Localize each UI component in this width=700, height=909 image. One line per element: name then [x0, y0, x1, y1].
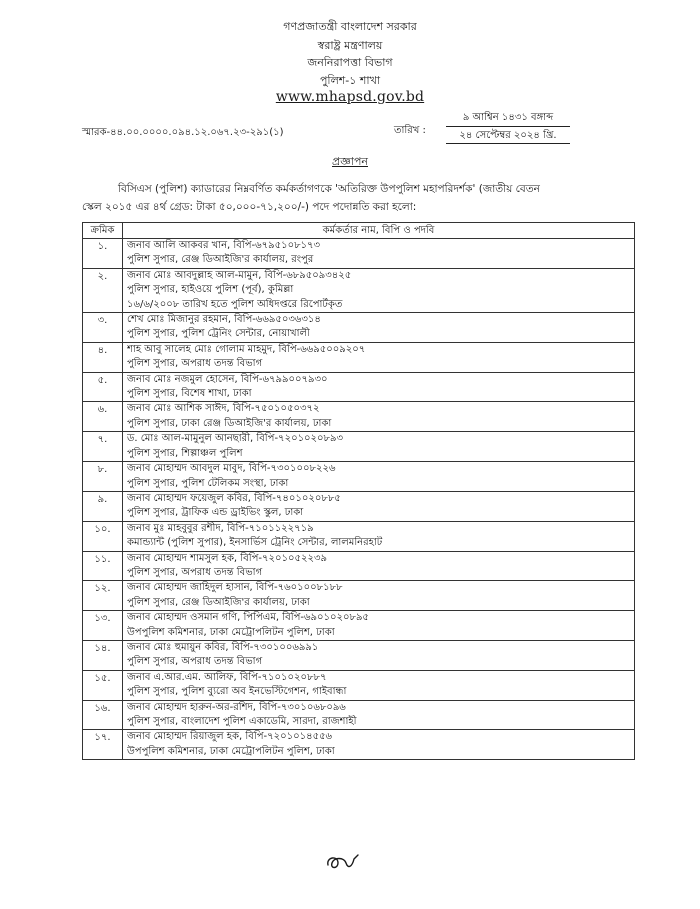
officer-designation: পুলিশ সুপার, ট্রাফিক এন্ড ড্রাইভিং স্কুল, ঢাকা	[127, 507, 304, 519]
officer-cell	[123, 432, 635, 462]
officer-cell	[123, 462, 635, 492]
officer-name-bp: জনাব আলি আকবর খান, বিপি-৬৭৯৫১০৮১৭৩	[127, 240, 321, 251]
officer-cell	[123, 521, 635, 551]
header-officer: কর্মকর্তার নাম, বিপি ও পদবি	[123, 223, 635, 239]
officer-designation: পুলিশ সুপার, অপরাধ তদন্ত বিভাগ	[127, 358, 263, 370]
serial-cell: ২.	[83, 268, 123, 312]
officer-designation: পুলিশ সুপার, অপরাধ তদন্ত বিভাগ	[127, 656, 263, 668]
division-line: জননিরাপত্তা বিভাগ	[307, 56, 393, 69]
officer-designation: পুলিশ সুপার, পুলিশ টেলিকম সংস্থা, ঢাকা	[127, 477, 289, 489]
officer-cell	[123, 402, 635, 432]
officer-cell	[123, 640, 635, 670]
officer-cell	[123, 491, 635, 521]
table-row	[83, 581, 635, 611]
intro-line-1: বিসিএস (পুলিশ) ক্যাডারের নিম্নবর্ণিত কর্মকর্তাগণকে 'অতিরিক্ত উপপুলিশ মহাপরিদর্শক' (জাতীয় বেতন	[118, 183, 540, 195]
date-label: তারিখ :	[394, 125, 426, 136]
officer-name-bp: জনাব মোঃ আশিক সাঈদ, বিপি-৭৫০১০৫০৩৭২	[127, 403, 320, 415]
serial-cell: ৪.	[83, 342, 123, 372]
signature-mark	[322, 851, 362, 873]
officer-designation: পুলিশ সুপার, হাইওয়ে পুলিশ (পূর্ব), কুমিল্লা	[127, 284, 294, 296]
officer-name-bp: জনাব মোঃ আবদুল্লাহ আল-মামুন, বিপি-৬৮৯৫০৯৩৪২৫	[127, 269, 352, 281]
date-gregorian: ২৪ সেপ্টেম্বর ২০২৪ খ্রি.	[446, 127, 570, 144]
date-block	[446, 111, 570, 144]
ministry-line: স্বরাষ্ট্র মন্ত্রণালয়	[317, 39, 383, 52]
officer-name-bp: জনাব মোঃ হুমায়ুন কবির, বিপি-৭৩০১০০৬৯৯১	[127, 641, 319, 653]
officer-cell	[123, 342, 635, 372]
table-row	[83, 521, 635, 551]
table-row	[83, 372, 635, 402]
table-row	[83, 491, 635, 521]
officer-name-bp: শাহ আবু সালেহ মোঃ গোলাম মাহমুদ, বিপি-৬৬৯৫০০৯২০৭	[127, 343, 366, 355]
date-bangla: ৯ আশ্বিন ১৪৩১ বঙ্গাব্দ	[446, 111, 570, 127]
officer-designation: পুলিশ সুপার, বাংলাদেশ পুলিশ একাডেমি, সারদা, রাজশাহী	[127, 716, 357, 727]
officer-designation: উপপুলিশ কমিশনার, ঢাকা মেট্রোপলিটন পুলিশ, ঢাকা	[127, 626, 335, 638]
officer-designation: পুলিশ সুপার, পুলিশ ব্যুরো অব ইনভেস্টিগেশন, গাইবান্ধা	[127, 686, 347, 698]
officer-designation: পুলিশ সুপার, ঢাকা রেঞ্জ ডিআইজি'র কার্যালয়, ঢাকা	[127, 417, 332, 429]
officer-designation: পুলিশ সুপার, রেঞ্জ ডিআইজি'র কার্যালয়, রংপুর	[127, 254, 314, 266]
officer-cell	[123, 700, 635, 730]
serial-cell: ৬.	[83, 402, 123, 432]
officer-name-bp: জনাব মোহাম্মদ আবদুল মাবুদ, বিপি-৭৩০১০০৮২২৬	[127, 463, 336, 475]
officer-cell	[123, 268, 635, 312]
table-row	[83, 432, 635, 462]
serial-cell: ১৭.	[83, 730, 123, 760]
officer-name-bp: জনাব মোহাম্মদ ফয়েজুল কবির, বিপি-৭৪০১০২০৮৮৫	[127, 492, 341, 504]
serial-cell: ১.	[83, 239, 123, 269]
officer-name-bp: ড. মোঃ আল-মামুনুল আনছারী, বিপি-৭২০১০২০৮৯৩	[127, 433, 344, 445]
website-link[interactable]: www.mhapsd.gov.bd	[275, 89, 425, 105]
table-row	[83, 342, 635, 372]
officer-name-bp: জনাব মুঃ মাহবুবুর রশীদ, বিপি-৭১০১১২২৭১৯	[127, 522, 314, 534]
officer-cell	[123, 372, 635, 402]
serial-cell: ১১.	[83, 551, 123, 581]
serial-cell: ৩.	[83, 313, 123, 343]
table-row	[83, 611, 635, 641]
officer-cell	[123, 581, 635, 611]
officer-designation: পুলিশ সুপার, শিল্পাঞ্চল পুলিশ	[127, 447, 243, 459]
table-row	[83, 402, 635, 432]
table-row	[83, 268, 635, 312]
table-row	[83, 313, 635, 343]
serial-cell: ৭.	[83, 432, 123, 462]
table-body	[83, 239, 635, 760]
serial-cell: ৮.	[83, 462, 123, 492]
table-row	[83, 551, 635, 581]
serial-cell: ১০.	[83, 521, 123, 551]
table-row	[83, 239, 635, 269]
serial-cell: ১৩.	[83, 611, 123, 641]
officer-name-bp: জনাব মোহাম্মদ ওসমান গণি, পিপিএম, বিপি-৬৯০১০২০৮৯৫	[127, 612, 369, 624]
serial-cell: ৯.	[83, 491, 123, 521]
officer-name-bp: জনাব মোহাম্মদ শামসুল হক, বিপি-৭২০১০৫২২৩৯	[127, 552, 327, 564]
officer-cell	[123, 551, 635, 581]
officer-designation: পুলিশ সুপার, রেঞ্জ ডিআইজি'র কার্যালয়, ঢাকা	[127, 596, 310, 608]
officer-designation: ১৬/৬/২০০৮ তারিখ হতে পুলিশ অধিদপ্তরে রিপোর্টকৃত	[127, 298, 343, 310]
intro-line-2: স্কেল ২০১৫ এর ৪র্থ গ্রেড: টাকা ৫০,০০০-৭১,২০০/-) পদে পদোন্নতি করা হলো:	[82, 201, 417, 213]
officer-name-bp: জনাব মোহাম্মদ জাহিদুল হাসান, বিপি-৭৬০১০০৮১৮৮	[127, 582, 343, 594]
officer-name-bp: জনাব মোহাম্মদ হারুন-অর-রশিদ, বিপি-৭৩০১০৬৮০৯৬	[127, 701, 346, 713]
table-row	[83, 700, 635, 730]
officer-name-bp: জনাব মোঃ নজমুল হোসেন, বিপি-৬৭৯৯০০৭৯৩০	[127, 373, 328, 385]
table-row	[83, 670, 635, 700]
serial-cell: ১৪.	[83, 640, 123, 670]
officer-cell	[123, 611, 635, 641]
serial-cell: ৫.	[83, 372, 123, 402]
notice-intro	[82, 180, 634, 216]
serial-cell: ১৬.	[83, 700, 123, 730]
header-serial: ক্রমিক	[83, 223, 123, 239]
branch-line: পুলিশ-১ শাখা	[319, 74, 381, 87]
government-line: গণপ্রজাতন্ত্রী বাংলাদেশ সরকার	[283, 20, 417, 33]
officer-designation: পুলিশ সুপার, অপরাধ তদন্ত বিভাগ	[127, 566, 263, 578]
officer-cell	[123, 730, 635, 760]
officer-name-bp: জনাব মোহাম্মদ রিয়াজুল হক, বিপি-৭২০১০১৪৫৫৬	[127, 731, 333, 743]
serial-cell: ১৫.	[83, 670, 123, 700]
officer-cell	[123, 313, 635, 343]
officer-name-bp: শেখ মোঃ মিজানুর রহমান, বিপি-৬৬৯৫০৩৬৩১৪	[127, 314, 321, 326]
promotion-table	[82, 222, 635, 760]
officer-name-bp: জনাব এ.আর.এম. আলিফ, বিপি-৭১০১০২০৮৮৭	[127, 671, 327, 683]
memo-number: স্মারক-৪৪.০০.০০০০.০৯৪.১২.০৬৭.২৩-২৯১(১)	[82, 127, 284, 138]
officer-cell	[123, 239, 635, 269]
table-row	[83, 730, 635, 760]
officer-designation: কমান্ড্যান্ট (পুলিশ সুপার), ইনসার্ভিস ট্রেনিং সেন্টার, লালমনিরহাট	[127, 537, 383, 549]
serial-cell: ১২.	[83, 581, 123, 611]
officer-designation: উপপুলিশ কমিশনার, ঢাকা মেট্রোপলিটন পুলিশ, ঢাকা	[127, 745, 335, 757]
table-row	[83, 640, 635, 670]
notice-title: প্রজ্ঞাপন	[332, 155, 368, 168]
officer-cell	[123, 670, 635, 700]
table-header-row	[83, 223, 635, 239]
officer-designation: পুলিশ সুপার, বিশেষ শাখা, ঢাকা	[127, 388, 252, 400]
officer-designation: পুলিশ সুপার, পুলিশ ট্রেনিং সেন্টার, নোয়াখালী	[127, 328, 310, 340]
table-row	[83, 462, 635, 492]
